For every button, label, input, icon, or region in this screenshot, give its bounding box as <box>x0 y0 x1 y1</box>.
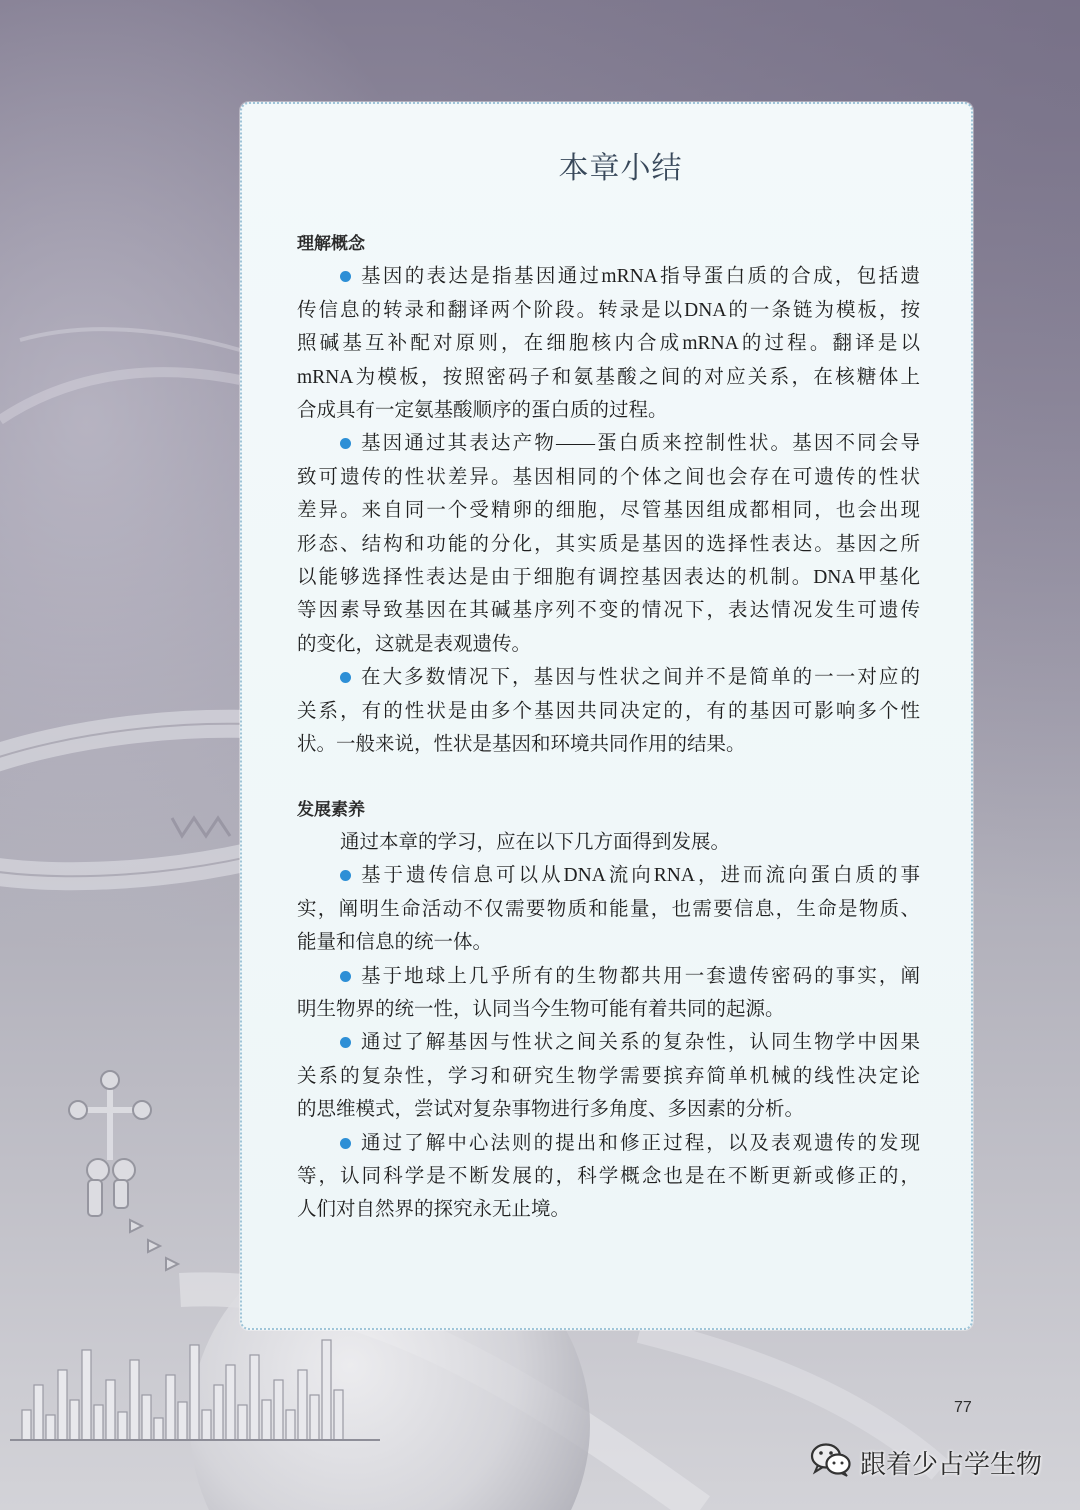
paragraph-line <box>297 327 920 360</box>
paragraph-line <box>297 461 920 494</box>
line-text: 基因通过其表达产物——蛋白质来控制性状。基因不同会导 <box>361 433 920 455</box>
paragraph-line <box>297 1193 920 1226</box>
line-text: 照碱基互补配对原则，在细胞核内合成mRNA的过程。翻译是以 <box>297 333 920 355</box>
line-text: 合成具有一定氨基酸顺序的蛋白质的过程。 <box>297 400 668 422</box>
paragraph-line <box>297 695 920 728</box>
line-text: 基因的表达是指基因通过mRNA指导蛋白质的合成，包括遗 <box>361 266 920 288</box>
line-text: 关系的复杂性，学习和研究生物学需要摈弃简单机械的线性决定论 <box>297 1065 920 1087</box>
paragraph-line <box>297 1026 920 1059</box>
paragraph-line <box>297 893 920 926</box>
summary-content <box>297 227 920 1227</box>
bullet-paragraph <box>297 859 920 959</box>
bullet-icon <box>340 1037 351 1048</box>
wechat-icon <box>810 1442 852 1483</box>
bullet-paragraph <box>297 1127 920 1227</box>
line-text: 人们对自然界的探究永无止境。 <box>297 1199 571 1221</box>
line-text: 在大多数情况下，基因与性状之间并不是简单的一一对应的 <box>361 667 920 689</box>
line-text: 传信息的转录和翻译两个阶段。转录是以DNA的一条链为模板，按 <box>297 299 920 321</box>
line-text: 的思维模式，尝试对复杂事物进行多角度、多因素的分析。 <box>297 1099 805 1121</box>
paragraph-line <box>297 728 920 761</box>
line-text: 基于遗传信息可以从DNA流向RNA，进而流向蛋白质的事 <box>361 865 920 887</box>
line-text: 差异。来自同一个受精卵的细胞，尽管基因组成都相同，也会出现 <box>297 500 920 522</box>
line-text: 等因素导致基因在其碱基序列不变的情况下，表达情况发生可遗传 <box>297 600 920 622</box>
bullet-paragraph <box>297 661 920 761</box>
bullet-icon <box>340 971 351 982</box>
section-heading: 理解概念 <box>297 234 365 253</box>
paragraph-line <box>297 427 920 460</box>
page-number: 77 <box>954 1399 972 1416</box>
line-text: 实，阐明生命活动不仅需要物质和能量，也需要信息，生命是物质、 <box>297 898 920 920</box>
paragraph-line <box>297 993 920 1026</box>
line-text: 能量和信息的统一体。 <box>297 932 493 954</box>
paragraph-line <box>297 561 920 594</box>
bullet-icon <box>340 1138 351 1149</box>
bullet-icon <box>340 271 351 282</box>
paragraph-line <box>297 260 920 293</box>
watermark <box>810 1440 1042 1484</box>
line-text: 关系，有的性状是由多个基因共同决定的，有的基因可影响多个性 <box>297 700 920 722</box>
bullet-paragraph <box>297 960 920 1027</box>
paragraph-line <box>297 1127 920 1160</box>
line-text: 形态、结构和功能的分化，其实质是基因的选择性表达。基因之所 <box>297 533 920 555</box>
paragraph-line <box>297 361 920 394</box>
paragraph-line <box>297 1093 920 1126</box>
paragraph-line <box>297 594 920 627</box>
paragraph-line <box>297 494 920 527</box>
line-text: 致可遗传的性状差异。基因相同的个体之间也会存在可遗传的性状 <box>297 466 920 488</box>
section-heading: 发展素养 <box>297 799 365 819</box>
line-text: 明生物界的统一性，认同当今生物可能有着共同的起源。 <box>297 998 785 1020</box>
paragraph-line <box>297 1160 920 1193</box>
bullet-paragraph <box>297 427 920 661</box>
chapter-summary-panel <box>240 102 973 1330</box>
paragraph-line <box>297 394 920 427</box>
line-text: 等，认同科学是不断发展的，科学概念也是在不断更新或修正的， <box>297 1165 920 1187</box>
paragraph-line <box>297 826 920 859</box>
watermark-text: 跟着少占学生物 <box>860 1448 1043 1479</box>
paragraph-line <box>297 1060 920 1093</box>
paragraph-line <box>297 294 920 327</box>
line-text: 基于地球上几乎所有的生物都共用一套遗传密码的事实，阐 <box>361 965 920 987</box>
paragraph-line <box>297 926 920 959</box>
bullet-icon <box>340 870 351 881</box>
line-text: 状。一般来说，性状是基因和环境共同作用的结果。 <box>297 734 746 756</box>
line-text: 通过了解中心法则的提出和修正过程，以及表观遗传的发现 <box>361 1132 920 1154</box>
intro-paragraph <box>297 826 920 859</box>
line-text: 以能够选择性表达是由于细胞有调控基因表达的机制。DNA甲基化 <box>297 567 920 589</box>
line-text: 通过本章的学习，应在以下几方面得到发展。 <box>340 831 731 853</box>
bullet-paragraph <box>297 260 920 427</box>
paragraph-line <box>297 960 920 993</box>
line-text: mRNA为模板，按照密码子和氨基酸之间的对应关系，在核糖体上 <box>297 366 920 388</box>
summary-section <box>297 227 920 762</box>
paragraph-line <box>297 528 920 561</box>
line-text: 的变化，这就是表观遗传。 <box>297 633 532 655</box>
page-title: 本章小结 <box>558 152 683 185</box>
paragraph-line <box>297 859 920 892</box>
summary-section <box>297 793 920 1227</box>
bullet-icon <box>340 672 351 683</box>
bullet-icon <box>340 438 351 449</box>
bullet-paragraph <box>297 1026 920 1126</box>
paragraph-line <box>297 628 920 661</box>
line-text: 通过了解基因与性状之间关系的复杂性，认同生物学中因果 <box>361 1032 920 1054</box>
paragraph-line <box>297 661 920 694</box>
